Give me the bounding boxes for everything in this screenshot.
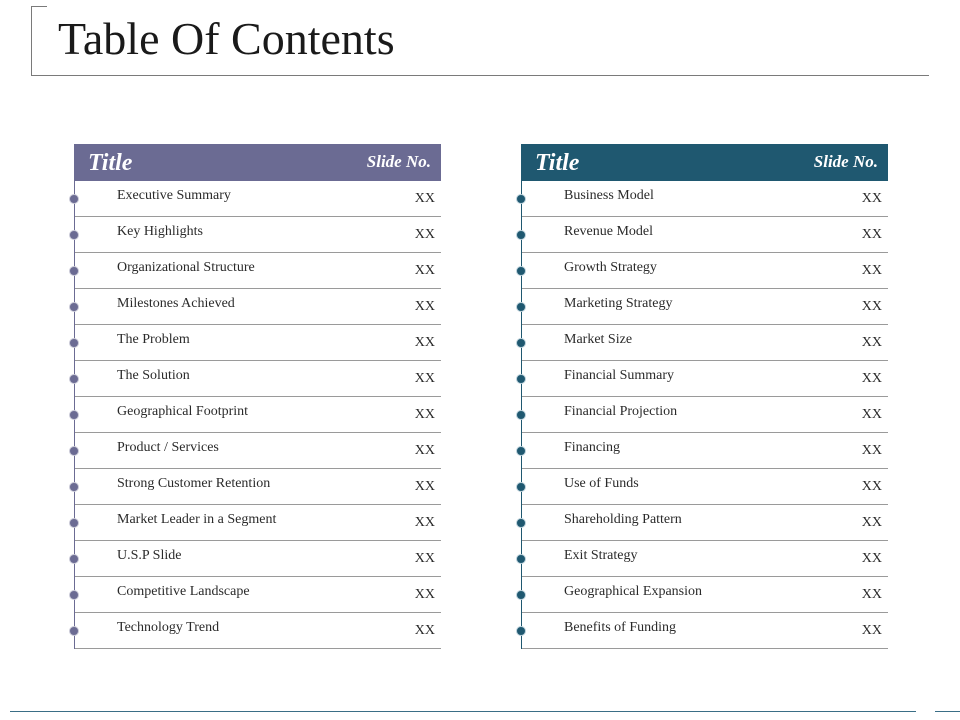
toc-row-label: Executive Summary <box>117 188 231 203</box>
toc-row-slide-no: XX <box>861 191 882 206</box>
bullet-icon <box>69 446 79 456</box>
toc-row <box>522 505 888 541</box>
toc-row <box>522 325 888 361</box>
toc-row-slide-no: XX <box>861 407 882 422</box>
toc-row-slide-no: XX <box>414 623 435 638</box>
toc-row-label: Market Size <box>564 332 633 347</box>
toc-row <box>75 181 441 217</box>
toc-row <box>75 541 441 577</box>
toc-row <box>522 253 888 289</box>
bullet-icon <box>516 410 526 420</box>
toc-row <box>522 181 888 217</box>
left-rows <box>74 181 441 649</box>
toc-row-slide-no: XX <box>861 227 882 242</box>
toc-row-label: Competitive Landscape <box>117 584 250 599</box>
bullet-icon <box>516 554 526 564</box>
toc-row-slide-no: XX <box>861 515 882 530</box>
toc-row <box>75 217 441 253</box>
toc-row <box>522 289 888 325</box>
toc-row <box>522 433 888 469</box>
bullet-icon <box>69 302 79 312</box>
bullet-icon <box>516 266 526 276</box>
toc-row-label: Exit Strategy <box>564 548 638 563</box>
bullet-icon <box>516 590 526 600</box>
footer-divider-end <box>935 711 960 712</box>
toc-row-label: Business Model <box>564 188 654 203</box>
toc-row <box>75 289 441 325</box>
bullet-icon <box>516 302 526 312</box>
toc-row <box>75 577 441 613</box>
bullet-icon <box>69 518 79 528</box>
toc-row-label: Geographical Expansion <box>564 584 703 599</box>
toc-row-slide-no: XX <box>414 371 435 386</box>
toc-row <box>75 613 441 649</box>
toc-row-label: Use of Funds <box>564 476 639 491</box>
toc-row-slide-no: XX <box>861 479 882 494</box>
toc-row <box>522 469 888 505</box>
footer-divider <box>10 711 916 712</box>
toc-row-label: U.S.P Slide <box>117 548 182 563</box>
bullet-icon <box>69 266 79 276</box>
bullet-icon <box>69 590 79 600</box>
toc-row-slide-no: XX <box>414 551 435 566</box>
toc-row-label: Benefits of Funding <box>564 620 676 635</box>
toc-row-slide-no: XX <box>414 191 435 206</box>
toc-row-slide-no: XX <box>861 335 882 350</box>
toc-row-label: Shareholding Pattern <box>564 512 682 527</box>
toc-row-label: Growth Strategy <box>564 260 657 275</box>
bullet-icon <box>69 554 79 564</box>
toc-row-slide-no: XX <box>861 299 882 314</box>
right-panel-header <box>521 144 888 181</box>
toc-row-label: Revenue Model <box>564 224 654 239</box>
left-header-slide-no: Slide No. <box>366 152 431 171</box>
toc-row-slide-no: XX <box>414 587 435 602</box>
left-header-title: Title <box>88 150 133 176</box>
toc-row-slide-no: XX <box>414 299 435 314</box>
bullet-icon <box>516 518 526 528</box>
bullet-icon <box>516 338 526 348</box>
bullet-icon <box>516 374 526 384</box>
toc-row-label: Marketing Strategy <box>564 296 673 311</box>
left-panel-header <box>74 144 441 181</box>
bullet-icon <box>69 338 79 348</box>
page-title: Table Of Contents <box>58 13 395 64</box>
toc-row <box>522 397 888 433</box>
toc-row-label: Organizational Structure <box>117 260 255 275</box>
toc-row <box>522 577 888 613</box>
toc-row-slide-no: XX <box>414 479 435 494</box>
toc-row-label: Financing <box>564 440 620 455</box>
title-frame-tick <box>31 6 47 7</box>
toc-row-slide-no: XX <box>414 227 435 242</box>
bullet-icon <box>69 194 79 204</box>
toc-row-slide-no: XX <box>414 263 435 278</box>
toc-row-slide-no: XX <box>861 371 882 386</box>
toc-row-label: The Problem <box>117 332 190 347</box>
toc-row-slide-no: XX <box>861 443 882 458</box>
right-rows <box>521 181 888 649</box>
bullet-icon <box>69 482 79 492</box>
bullet-icon <box>516 626 526 636</box>
toc-row <box>522 541 888 577</box>
right-contents-panel <box>521 144 888 649</box>
bullet-icon <box>516 194 526 204</box>
bullet-icon <box>516 446 526 456</box>
right-header-slide-no: Slide No. <box>813 152 878 171</box>
toc-row-label: Milestones Achieved <box>117 296 235 311</box>
toc-row <box>522 361 888 397</box>
bullet-icon <box>516 482 526 492</box>
toc-row <box>522 613 888 649</box>
toc-row <box>75 325 441 361</box>
toc-row <box>75 253 441 289</box>
toc-row-label: Financial Projection <box>564 404 678 419</box>
toc-row <box>75 397 441 433</box>
left-contents-panel <box>74 144 441 649</box>
toc-row-slide-no: XX <box>414 443 435 458</box>
right-header-title: Title <box>535 150 580 176</box>
toc-row-slide-no: XX <box>414 407 435 422</box>
toc-row-label: The Solution <box>117 368 190 383</box>
toc-row-label: Technology Trend <box>117 620 220 635</box>
toc-row <box>522 217 888 253</box>
toc-row <box>75 469 441 505</box>
toc-row-label: Geographical Footprint <box>117 404 249 419</box>
toc-row-label: Market Leader in a Segment <box>117 512 277 527</box>
toc-row-slide-no: XX <box>414 515 435 530</box>
toc-row-slide-no: XX <box>861 623 882 638</box>
bullet-icon <box>516 230 526 240</box>
toc-row-label: Strong Customer Retention <box>117 476 271 491</box>
toc-row <box>75 433 441 469</box>
toc-row <box>75 505 441 541</box>
toc-row-slide-no: XX <box>414 335 435 350</box>
toc-row <box>75 361 441 397</box>
bullet-icon <box>69 410 79 420</box>
bullet-icon <box>69 374 79 384</box>
toc-row-label: Financial Summary <box>564 368 675 383</box>
bullet-icon <box>69 230 79 240</box>
toc-row-slide-no: XX <box>861 587 882 602</box>
toc-row-slide-no: XX <box>861 551 882 566</box>
toc-row-label: Key Highlights <box>117 224 203 239</box>
toc-row-slide-no: XX <box>861 263 882 278</box>
bullet-icon <box>69 626 79 636</box>
toc-row-label: Product / Services <box>117 440 219 455</box>
